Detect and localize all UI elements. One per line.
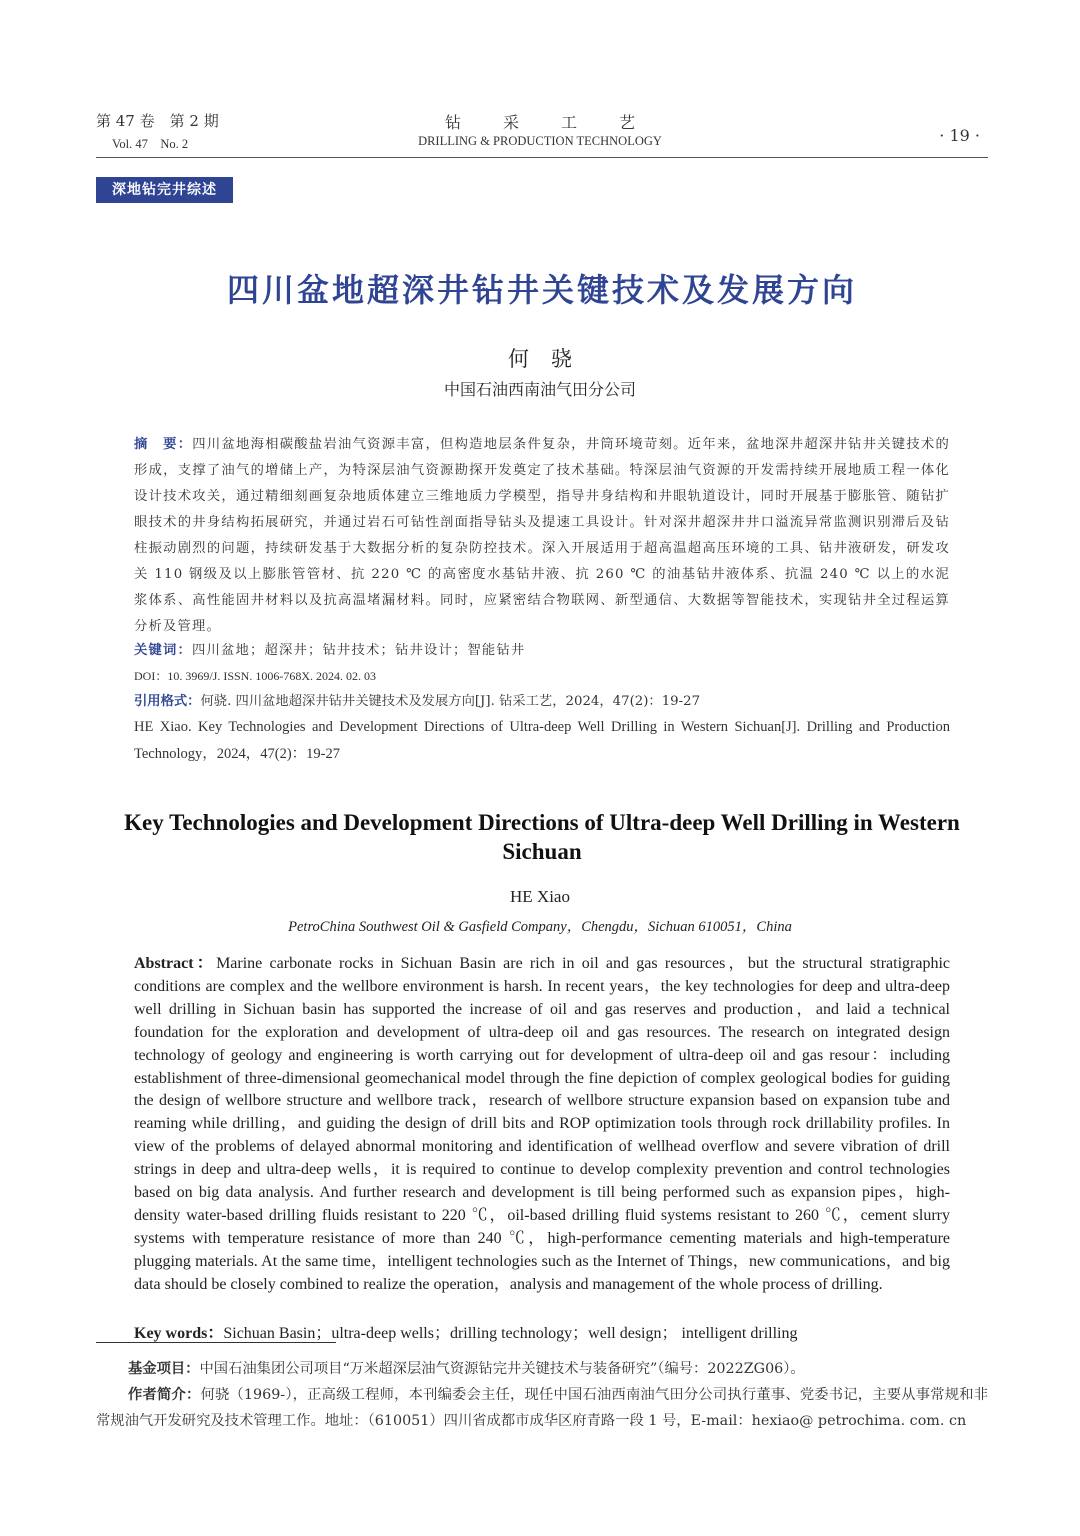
author-en: HE Xiao [510,887,570,906]
page-number: · 19 · [939,126,980,145]
citation-en: HE Xiao. Key Technologies and Development Directions of Ultra-deep Well Drilling in Western Sichuan[J]. Drilling and Production Technology，2024，47(2)：19-27 [134,719,950,762]
abstract-en-label: Abstract： [134,955,217,972]
citation-cn [134,690,950,709]
abstract-cn-label: 摘 要： [134,437,193,452]
funding-label: 基金项目： [128,1361,200,1377]
doi: DOI：10. 3969/J. ISSN. 1006-768X. 2024. 02. 03 [134,669,377,683]
header-divider [96,157,988,158]
citation-cn-text: 何骁. 四川盆地超深井钻井关键技术及发展方向[J]. 钻采工艺，2024，47(2)：19-27 [200,694,701,709]
keywords-en-label: Key words： [134,1325,224,1342]
abstract-en-text: Marine carbonate rocks in Sichuan Basin are rich in oil and gas resources，but the structural stratigraphic conditions are complex and the wellbore environment is harsh. In recent years，the key technologies for deep and ultra-deep well drilling in Sichuan basin has supported the increase of oil and gas reserves and production，and laid a technical foundation for the exploration and development of ultra-deep oil and gas resources. The research on integrated design technology of geology and engineering is worth carrying out for development of ultra-deep oil and gas resour：including establishment of three-dimensional geomechanical model through the fine depiction of complex geological bodies for guiding the design of wellbore structure and wellbore track，research of wellbore structure expansion based on expansion tube and reaming while drilling，and guiding the design of drill bits and ROP optimization tools through rock drillability profiles. In view of the problems of delayed abnormal monitoring and identification of wellhead overflow and severe vibration of drill strings in deep and ultra-deep wells，it is required to continue to develop complexity prevention and control technologies based on big data analysis. And further research and development is till being performed such as expansion pipes，high-density water-based drilling fluids resistant to 220 ℃，oil-based drilling fluid systems resistant to 260 ℃，cement slurry systems with temperature resistance of more than 240 ℃，high-performance cementing materials and high-temperature plugging materials. At the same time，intelligent technologies such as the Internet of Things，new communications，and big data should be closely combined to realize the operation，analysis and management of the whole process of drilling. [134,955,951,1293]
citation-cn-label: 引用格式： [134,694,201,709]
keywords-cn-label: 关键词： [134,643,192,658]
section-tag: 深地钻完井综述 [96,177,233,203]
author-bio-text: 何骁（1969-），正高级工程师，本刊编委会主任，现任中国石油西南油气田分公司执行董事、党委书记，主要从事常规和非常规油气开发研究及技术管理工作。地址：（610051）四川省成都市成华区府青路一段 1 号，E-mail：hexiao@ petrochima. com. cn [96,1387,988,1429]
keywords-cn [134,638,950,664]
volume-issue-en: Vol. 47 No. 2 [112,137,189,151]
journal-name-en: DRILLING & PRODUCTION TECHNOLOGY [418,134,662,148]
keywords-en [134,1320,950,1343]
author-bio [96,1382,988,1434]
funding-note [128,1356,988,1382]
journal-name-cn: 钻采工艺 [444,113,677,132]
author-bio-label: 作者简介： [128,1387,201,1403]
affiliation-cn: 中国石油西南油气田分公司 [443,380,636,399]
affiliation-en: PetroChina Southwest Oil & Gasfield Company，Chengdu，Sichuan 610051，China [288,919,792,935]
volume-issue-cn: 第 47 卷 第 2 期 [96,112,219,130]
keywords-en-text: Sichuan Basin；ultra-deep wells；drilling technology；well design； intelligent drilling [223,1325,798,1342]
article-title-cn: 四川盆地超深井钻井关键技术及发展方向 [226,271,857,309]
author-cn: 何骁 [508,347,594,371]
article-title-en: Key Technologies and Development Directions of Ultra-deep Well Drilling in Western Sichuan [124,810,960,864]
footnote-divider [96,1342,336,1343]
abstract-en [134,953,950,1297]
abstract-cn [134,432,950,640]
keywords-cn-text: 四川盆地；超深井；钻井技术；钻井设计；智能钻井 [192,643,526,658]
funding-text: 中国石油集团公司项目“万米超深层油气资源钻完井关键技术与装备研究”（编号：2022ZG06）。 [199,1361,805,1377]
abstract-cn-text: 四川盆地海相碳酸盐岩油气资源丰富，但构造地层条件复杂，井筒环境苛刻。近年来，盆地深井超深井钻井关键技术的形成，支撑了油气的增储上产，为特深层油气资源勘探开发奠定了技术基础。特深层油气资源的开发需持续开展地质工程一体化设计技术攻关，通过精细刻画复杂地质体建立三维地质力学模型，指导井身结构和井眼轨道设计，同时开展基于膨胀管、随钻扩眼技术的井身结构拓展研究，并通过岩石可钻性剖面指导钻头及提速工具设计。针对深井超深井井口溢流异常监测识别滞后及钻柱振动剧烈的问题，持续研发基于大数据分析的复杂防控技术。深入开展适用于超高温超高压环境的工具、钻井液研发，研发攻关 110 钢级及以上膨胀管管材、抗 220 ℃ 的高密度水基钻井液、抗 260 ℃ 的油基钻井液体系、抗温 240 ℃ 以上的水泥浆体系、高性能固井材料以及抗高温堵漏材料。同时，应紧密结合物联网、新型通信、大数据等智能技术，实现钻井全过程运算分析及管理。 [134,437,950,634]
